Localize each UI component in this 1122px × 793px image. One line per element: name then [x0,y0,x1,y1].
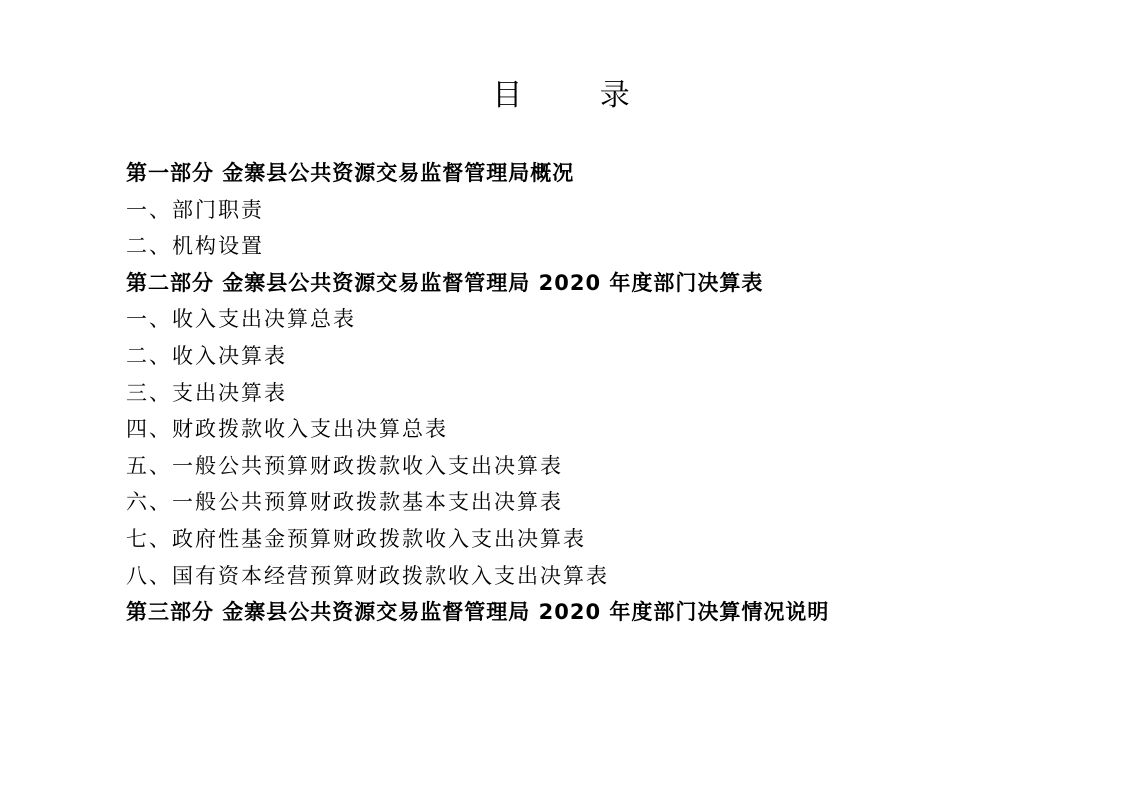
toc-item: 一、收入支出决算总表 [126,307,356,332]
toc-item: 二、机构设置 [126,234,264,259]
table-of-contents [126,155,1026,631]
toc-part-1: 第一部分 金寨县公共资源交易监督管理局概况 [126,161,575,185]
toc-item: 五、一般公共预算财政拨款收入支出决算表 [126,453,563,478]
toc-item: 一、部门职责 [126,197,264,222]
toc-part-3: 第三部分 金寨县公共资源交易监督管理局 2020 年度部门决算情况说明 [126,600,830,625]
toc-item: 六、一般公共预算财政拨款基本支出决算表 [126,490,563,515]
toc-item: 二、收入决算表 [126,343,287,368]
toc-item: 三、支出决算表 [126,380,287,405]
page-title: 目 录 [492,78,664,113]
toc-item: 七、政府性基金预算财政拨款收入支出决算表 [126,526,586,551]
toc-item: 八、国有资本经营预算财政拨款收入支出决算表 [126,563,609,588]
toc-part-2: 第二部分 金寨县公共资源交易监督管理局 2020 年度部门决算表 [126,270,764,295]
toc-item: 四、财政拨款收入支出决算总表 [126,417,448,442]
